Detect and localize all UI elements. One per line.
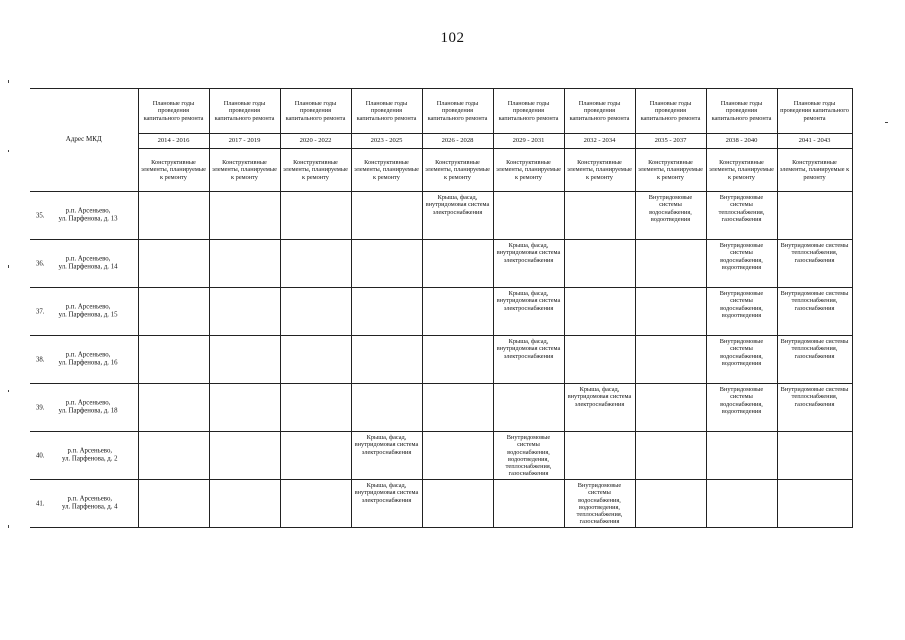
repair-elements-cell [777,432,852,480]
repair-elements-cell: Крыша, фасад, внутридомовая система электроснабжения [422,192,493,240]
repair-elements-cell [280,432,351,480]
address-line-2: ул. Парфенова, д. 16 [58,359,118,367]
repair-elements-cell [635,288,706,336]
repair-elements-cell [138,480,209,528]
repair-elements-cell [493,192,564,240]
period-header: 2023 - 2025 [351,134,422,149]
repair-elements-cell [138,432,209,480]
address-line-1: р.п. Арсеньево, [65,351,111,358]
address-cell [30,240,138,288]
table-row [30,288,852,336]
repair-elements-cell: Крыша, фасад, внутридомовая система электроснабжения [564,384,635,432]
address-column-header: Адрес МКД [30,89,138,192]
period-header: 2029 - 2031 [493,134,564,149]
address-cell [30,480,138,528]
repair-elements-cell: Внутридомовые системы водоснабжения, водоотведения [635,192,706,240]
planned-years-header: Плановые годы проведения капитального ремонта [564,89,635,134]
period-header: 2038 - 2040 [706,134,777,149]
planned-years-header: Плановые годы проведения капитального ремонта [493,89,564,134]
repair-elements-cell [209,384,280,432]
repair-elements-cell [422,240,493,288]
repair-elements-cell [280,192,351,240]
planned-years-header: Плановые годы проведения капитального ремонта [706,89,777,134]
planned-years-header: Плановые годы проведения капитального ремонта [422,89,493,134]
repair-elements-cell [564,432,635,480]
repair-elements-cell [351,288,422,336]
repair-elements-cell: Внутридомовые системы водоснабжения, водоотведения, теплоснабжения, газоснабжения [493,432,564,480]
repair-elements-cell [209,336,280,384]
repair-elements-cell [564,192,635,240]
table-row [30,432,852,480]
repair-elements-cell [138,384,209,432]
elements-header: Конструктивные элементы, планируемые к ремонту [138,149,209,192]
elements-header: Конструктивные элементы, планируемые к ремонту [351,149,422,192]
address-line-2: ул. Парфенова, д. 18 [58,407,118,415]
repair-elements-cell [564,336,635,384]
row-number: 35. [36,211,45,219]
repair-elements-cell [422,384,493,432]
address-cell [30,288,138,336]
page-number: 102 [440,30,465,46]
elements-header: Конструктивные элементы, планируемые к ремонту [280,149,351,192]
repair-elements-cell [777,480,852,528]
repair-elements-cell [280,480,351,528]
repair-elements-cell [635,432,706,480]
address-line-2: ул. Парфенова, д. 13 [58,215,118,223]
repair-elements-cell: Крыша, фасад, внутридомовая система электроснабжения [493,240,564,288]
table-row [30,384,852,432]
repair-elements-cell [351,336,422,384]
repair-elements-cell [706,432,777,480]
repair-elements-cell: Внутридомовые системы водоснабжения, водоотведения [706,240,777,288]
address-cell [30,432,138,480]
repair-elements-cell [564,288,635,336]
scan-speck [8,525,9,528]
elements-header: Конструктивные элементы, планируемые к ремонту [777,149,852,192]
planned-years-header: Плановые годы проведения капитального ремонта [209,89,280,134]
repair-elements-cell [493,480,564,528]
repair-elements-cell [280,288,351,336]
repair-elements-cell: Внутридомовые системы водоснабжения, водоотведения, теплоснабжения, газоснабжения [564,480,635,528]
repair-elements-cell [138,336,209,384]
table-row [30,480,852,528]
repair-elements-cell: Внутридомовые системы теплоснабжения, газоснабжения [777,384,852,432]
repair-elements-cell [564,240,635,288]
elements-header: Конструктивные элементы, планируемые к ремонту [635,149,706,192]
address-line-1: р.п. Арсеньево, [67,447,113,454]
address-line-1: р.п. Арсеньево, [67,495,113,502]
period-header: 2014 - 2016 [138,134,209,149]
address-line-1: р.п. Арсеньево, [65,303,111,310]
repair-elements-cell: Крыша, фасад, внутридомовая система электроснабжения [351,480,422,528]
elements-header: Конструктивные элементы, планируемые к ремонту [564,149,635,192]
period-header: 2026 - 2028 [422,134,493,149]
repair-elements-cell: Внутридомовые системы теплоснабжения, газоснабжения [777,240,852,288]
repair-elements-cell [351,192,422,240]
repair-elements-cell [422,288,493,336]
address-cell [30,192,138,240]
row-number: 40. [36,451,45,459]
repair-elements-cell [280,384,351,432]
repair-elements-cell [351,240,422,288]
repair-elements-cell [280,240,351,288]
repair-elements-cell [422,480,493,528]
row-number: 41. [36,499,45,507]
address-cell [30,336,138,384]
repair-elements-cell [777,192,852,240]
repair-schedule-table [30,88,853,528]
elements-header: Конструктивные элементы, планируемые к ремонту [209,149,280,192]
period-header: 2020 - 2022 [280,134,351,149]
repair-elements-cell: Крыша, фасад, внутридомовая система электроснабжения [351,432,422,480]
elements-header: Конструктивные элементы, планируемые к ремонту [422,149,493,192]
repair-elements-cell [138,240,209,288]
scan-speck [885,122,888,123]
repair-elements-cell [209,240,280,288]
repair-elements-cell: Крыша, фасад, внутридомовая система электроснабжения [493,336,564,384]
address-line-1: р.п. Арсеньево, [65,207,111,214]
row-number: 39. [36,403,45,411]
repair-elements-cell: Внутридомовые системы водоснабжения, водоотведения [706,288,777,336]
repair-elements-cell [635,480,706,528]
elements-header: Конструктивные элементы, планируемые к ремонту [706,149,777,192]
period-header: 2017 - 2019 [209,134,280,149]
planned-years-header: Плановые годы проведения капитального ремонта [280,89,351,134]
repair-elements-cell [422,336,493,384]
period-header: 2041 - 2043 [777,134,852,149]
address-line-2: ул. Парфенова, д. 15 [58,311,118,319]
table-row [30,192,852,240]
repair-elements-cell [351,384,422,432]
repair-elements-cell [706,480,777,528]
address-line-1: р.п. Арсеньево, [65,255,111,262]
repair-elements-cell [209,480,280,528]
repair-elements-cell [138,288,209,336]
repair-elements-cell [138,192,209,240]
repair-elements-cell [493,384,564,432]
repair-elements-cell [635,336,706,384]
repair-elements-cell [635,384,706,432]
scan-speck [8,150,9,152]
planned-years-header: Плановые годы проведения капитального ремонта [777,89,852,134]
repair-elements-cell [209,432,280,480]
row-number: 36. [36,259,45,267]
scan-speck [8,265,9,268]
repair-elements-cell: Крыша, фасад, внутридомовая система электроснабжения [493,288,564,336]
row-number: 38. [36,355,45,363]
repair-elements-cell: Внутридомовые системы теплоснабжения, газоснабжения [777,288,852,336]
repair-elements-cell [209,288,280,336]
address-line-2: ул. Парфенова, д. 14 [58,263,118,271]
repair-elements-cell [635,240,706,288]
planned-years-header: Плановые годы проведения капитального ремонта [351,89,422,134]
repair-elements-cell: Внутридомовые системы водоснабжения, водоотведения [706,384,777,432]
address-line-1: р.п. Арсеньево, [65,399,111,406]
address-line-2: ул. Парфенова, д. 2 [62,455,118,463]
address-cell [30,384,138,432]
period-header: 2032 - 2034 [564,134,635,149]
repair-elements-cell [209,192,280,240]
elements-header: Конструктивные элементы, планируемые к ремонту [493,149,564,192]
repair-elements-cell [422,432,493,480]
table-row [30,336,852,384]
repair-elements-cell: Внутридомовые системы теплоснабжения, газоснабжения [706,192,777,240]
repair-elements-cell: Внутридомовые системы водоснабжения, водоотведения [706,336,777,384]
planned-years-header: Плановые годы проведения капитального ремонта [138,89,209,134]
period-header: 2035 - 2037 [635,134,706,149]
scan-speck [8,80,9,83]
row-number: 37. [36,307,45,315]
planned-years-header: Плановые годы проведения капитального ремонта [635,89,706,134]
repair-elements-cell: Внутридомовые системы теплоснабжения, газоснабжения [777,336,852,384]
repair-elements-cell [280,336,351,384]
table-row [30,240,852,288]
scan-speck [8,390,9,392]
address-line-2: ул. Парфенова, д. 4 [62,503,118,511]
